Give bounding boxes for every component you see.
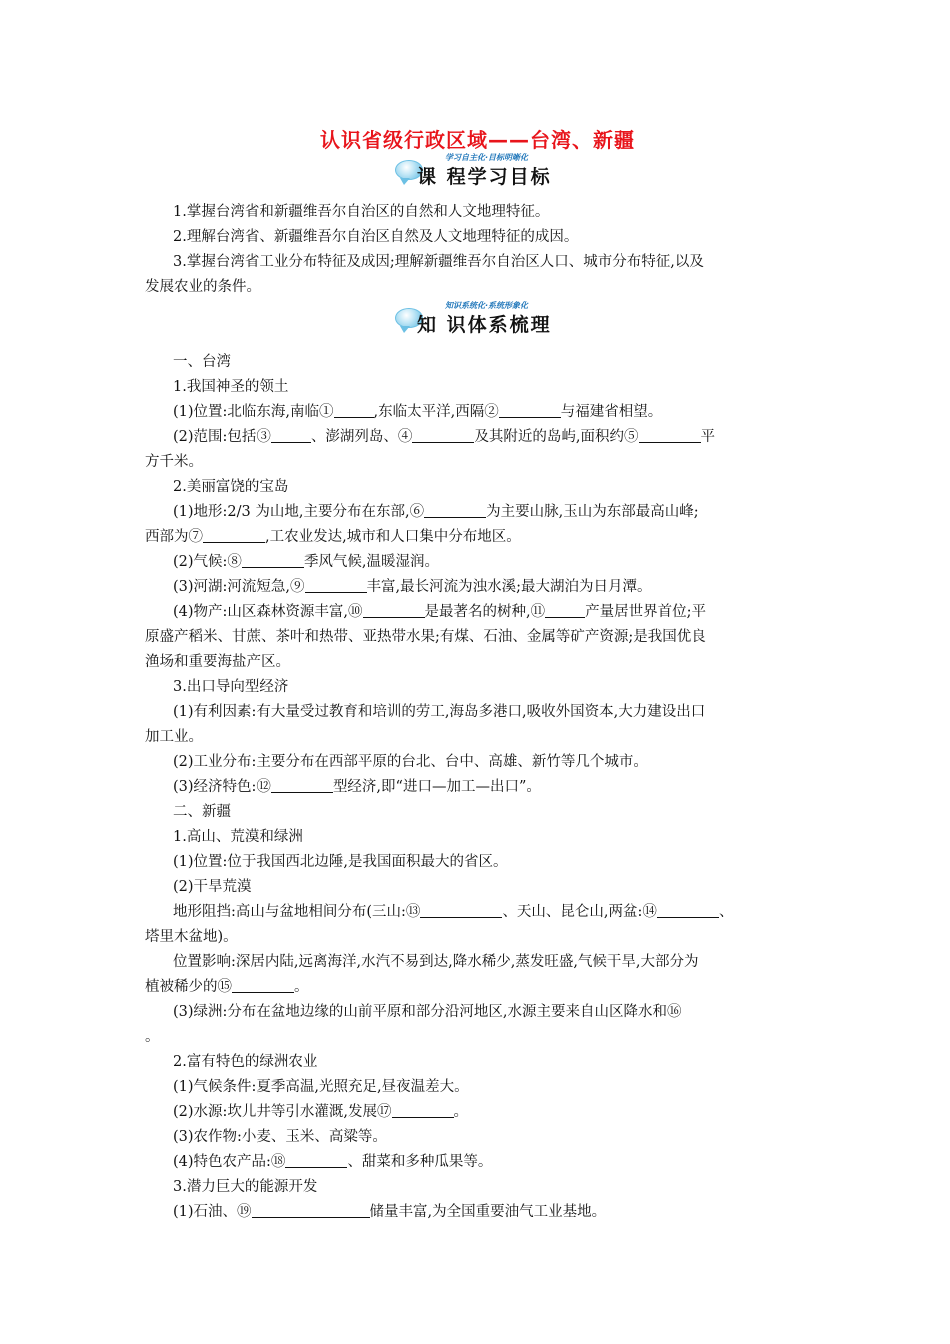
text-line: (1)气候条件:夏季高温,光照充足,昼夜温差大。 — [173, 1079, 469, 1095]
objective-item: 2.理解台湾省、新疆维吾尔自治区自然及人文地理特征的成因。 — [173, 229, 579, 245]
section-heading: 知 识体系梳理 — [417, 314, 552, 336]
text-line: (2)气候:⑧ 季风气候,温暖湿润。 — [173, 554, 440, 570]
blank-line — [334, 402, 374, 418]
blank-line — [203, 527, 265, 543]
text-line: (3)经济特色:⑫ 型经济,即“进口—加工—出口”。 — [173, 779, 541, 795]
text-line: (2)干旱荒漠 — [173, 879, 252, 895]
subheading: 3.潜力巨大的能源开发 — [173, 1179, 318, 1195]
blank-line — [242, 552, 304, 568]
objective-item: 发展农业的条件。 — [145, 279, 261, 295]
blank-line — [412, 427, 474, 443]
subheading: 1.高山、荒漠和绿洲 — [173, 829, 303, 845]
text-line: 植被稀少的⑮ 。 — [145, 979, 309, 995]
text-line: (2)范围:包括③ 、澎湖列岛、④ 及其附近的岛屿,面积约⑤ 平 — [173, 429, 716, 445]
text-line: (4)物产:山区森林资源丰富,⑩ 是最著名的树种,⑪ 产量居世界首位;平 — [173, 604, 707, 620]
section-heading-taiwan: 一、台湾 — [173, 354, 231, 370]
page-title: 认识省级行政区域——台湾、新疆 — [320, 128, 635, 152]
subheading: 3.出口导向型经济 — [173, 679, 289, 695]
section-tagline: 学习自主化·目标明晰化 — [445, 153, 529, 162]
text-line: (3)河湖:河流短急,⑨ 丰富,最长河流为浊水溪;最大湖泊为日月潭。 — [173, 579, 652, 595]
text-line: 加工业。 — [145, 729, 203, 745]
blank-line — [392, 1102, 454, 1118]
text-line: (1)地形:2/3 为山地,主要分布在东部,⑥ 为主要山脉,玉山为东部最高山峰; — [173, 504, 699, 520]
text-line: 。 — [145, 1029, 160, 1045]
text-line: (1)石油、⑲ 储量丰富,为全国重要油气工业基地。 — [173, 1204, 607, 1220]
text-line: (1)位置:位于我国西北边陲,是我国面积最大的省区。 — [173, 854, 508, 870]
text-line: (1)位置:北临东海,南临① ,东临太平洋,西隔② 与福建省相望。 — [173, 404, 663, 420]
subheading: 2.富有特色的绿洲农业 — [173, 1054, 318, 1070]
blank-line — [232, 977, 294, 993]
text-line: 方千米。 — [145, 454, 203, 470]
text-line: (4)特色农产品:⑱ 、甜菜和多种瓜果等。 — [173, 1154, 493, 1170]
section-banner-learning-goals — [395, 152, 565, 192]
blank-line — [420, 902, 502, 918]
blank-line — [639, 427, 701, 443]
blank-line — [424, 502, 486, 518]
blank-line — [271, 777, 333, 793]
objective-item: 3.掌握台湾省工业分布特征及成因;理解新疆维吾尔自治区人口、城市分布特征,以及 — [173, 254, 704, 270]
section-heading-xinjiang: 二、新疆 — [173, 804, 231, 820]
section-tagline: 知识系统化·系统形象化 — [445, 301, 529, 310]
blank-line — [363, 602, 425, 618]
text-line: 位置影响:深居内陆,远离海洋,水汽不易到达,降水稀少,蒸发旺盛,气候干旱,大部分为 — [173, 954, 699, 970]
objective-item: 1.掌握台湾省和新疆维吾尔自治区的自然和人文地理特征。 — [173, 204, 550, 220]
blank-line — [545, 602, 585, 618]
blank-line — [657, 902, 719, 918]
blank-line — [305, 577, 367, 593]
text-line: (2)水源:坎儿井等引水灌溉,发展⑰ 。 — [173, 1104, 469, 1120]
section-banner-knowledge-system — [395, 300, 565, 340]
subheading: 1.我国神圣的领土 — [173, 379, 289, 395]
text-line: (3)绿洲:分布在盆地边缘的山前平原和部分沿河地区,水源主要来自山区降水和⑯ — [173, 1004, 682, 1020]
text-line: (3)农作物:小麦、玉米、高粱等。 — [173, 1129, 387, 1145]
section-heading: 课 程学习目标 — [417, 166, 552, 188]
blank-line — [271, 427, 311, 443]
text-line: 原盛产稻米、甘蔗、茶叶和热带、亚热带水果;有煤、石油、金属等矿产资源;是我国优良 — [145, 629, 706, 645]
text-line: 塔里木盆地)。 — [145, 929, 238, 945]
text-line: (1)有利因素:有大量受过教育和培训的劳工,海岛多港口,吸收外国资本,大力建设出口 — [173, 704, 706, 720]
text-line: 地形阻挡:高山与盆地相间分布(三山:⑬ 、天山、昆仑山,两盆:⑭ 、 — [173, 904, 734, 920]
subheading: 2.美丽富饶的宝岛 — [173, 479, 289, 495]
text-line: 渔场和重要海盐产区。 — [145, 654, 290, 670]
blank-line — [252, 1202, 370, 1218]
blank-line — [285, 1152, 347, 1168]
text-line: 西部为⑦ ,工农业发达,城市和人口集中分布地区。 — [145, 529, 521, 545]
blank-line — [499, 402, 561, 418]
text-line: (2)工业分布:主要分布在西部平原的台北、台中、高雄、新竹等几个城市。 — [173, 754, 648, 770]
